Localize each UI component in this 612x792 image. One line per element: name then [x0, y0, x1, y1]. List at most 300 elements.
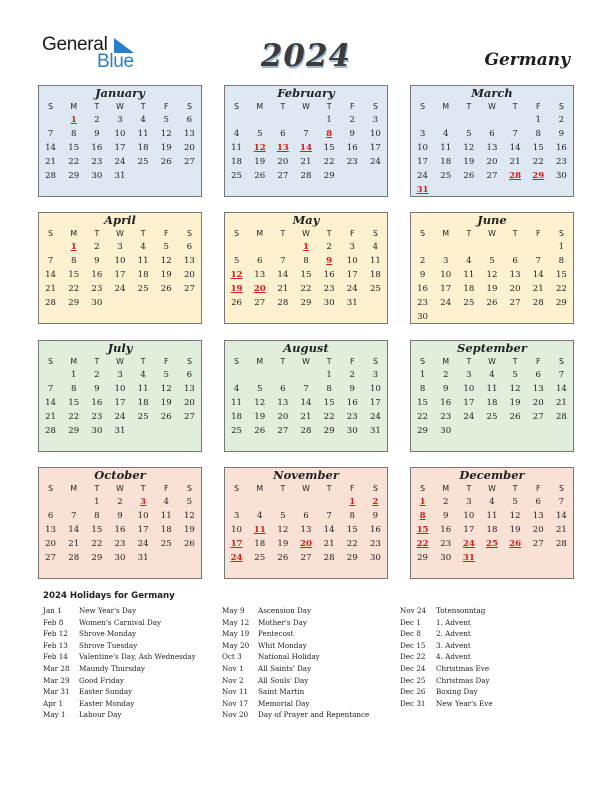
day-cell: 18 [160, 525, 172, 535]
day-cell: 27 [254, 298, 266, 308]
week-row [39, 382, 201, 396]
day-cell: 20 [183, 143, 195, 153]
empty-day-cell [248, 368, 271, 382]
day-cell: 30 [417, 312, 429, 322]
holiday-name: Memorial Day [258, 698, 310, 708]
week-row [39, 240, 201, 254]
day-cell: 5 [512, 497, 518, 507]
week-row [39, 368, 201, 382]
holiday-name: 4. Advent [436, 652, 471, 662]
day-cell: 6 [280, 384, 286, 394]
holiday-date: Jan 1 [43, 606, 62, 615]
day-cell: 22 [555, 284, 567, 294]
day-cell: 20 [277, 412, 289, 422]
week-row [39, 410, 201, 424]
weekday-label: T [140, 484, 146, 493]
empty-day-cell [364, 296, 387, 310]
day-cell: 25 [137, 412, 149, 422]
day-cell: 5 [186, 497, 193, 507]
day-cell: 29 [346, 553, 358, 563]
day-cell: 11 [137, 256, 149, 266]
empty-day-cell [504, 551, 527, 565]
week-row [411, 310, 573, 324]
day-cell: 27 [486, 171, 498, 181]
day-cell: 15 [68, 270, 80, 280]
day-cell: 18 [137, 270, 149, 280]
week-row [225, 169, 387, 183]
holiday-date: Dec 24 [400, 663, 426, 673]
day-cell: 4 [489, 497, 495, 507]
weekday-label: S [234, 484, 240, 493]
day-cell: 8 [419, 384, 426, 394]
day-cell: 7 [47, 129, 54, 139]
day-cell: 19 [183, 525, 195, 535]
empty-day-cell [434, 240, 457, 254]
holiday-name: 3. Advent [436, 640, 471, 650]
day-cell: 4 [233, 384, 240, 394]
week-row [39, 169, 201, 183]
day-cell: 30 [91, 171, 103, 181]
week-row [39, 296, 201, 310]
day-cell: 22 [532, 157, 544, 167]
day-cell: 9 [442, 511, 449, 521]
week-row [225, 155, 387, 169]
weekday-label: S [186, 357, 192, 366]
weekday-label: W [116, 102, 124, 111]
day-cell: 5 [256, 384, 263, 394]
week-row [225, 537, 387, 551]
weekday-header [225, 227, 387, 240]
day-cell: 2 [419, 256, 426, 266]
holiday-name: National Holiday [258, 652, 320, 662]
weekday-header [411, 227, 573, 240]
empty-day-cell [411, 240, 434, 254]
day-cell: 18 [440, 157, 452, 167]
day-cell: 17 [346, 270, 358, 280]
weekday-label: M [70, 357, 78, 366]
holiday-name: Shrove Tuesday [79, 640, 138, 650]
weekday-label: F [536, 357, 541, 366]
day-cell: 1 [94, 497, 100, 507]
empty-day-cell [178, 424, 201, 438]
week-row [39, 537, 201, 551]
day-cell: 29 [555, 298, 567, 308]
empty-day-cell [550, 183, 573, 197]
day-cell: 9 [419, 270, 426, 280]
day-cell: 22 [323, 157, 335, 167]
day-cell: 15 [91, 525, 103, 535]
day-cell: 17 [114, 270, 126, 280]
day-cell: 3 [372, 370, 379, 380]
weekday-label: W [302, 484, 310, 493]
weekday-label: M [70, 484, 78, 493]
day-cell: 13 [183, 256, 195, 266]
day-cell: 11 [486, 384, 498, 394]
day-cell: 22 [68, 412, 80, 422]
day-cell: 14 [555, 511, 567, 521]
day-cell: 2 [117, 497, 123, 507]
weekday-label: T [280, 229, 286, 238]
holiday-item [222, 605, 369, 617]
day-cell: 10 [346, 256, 358, 266]
day-cell: 17 [137, 525, 149, 535]
weekday-label: F [350, 229, 355, 238]
week-row [411, 282, 573, 296]
day-cell: 30 [91, 426, 103, 436]
empty-day-cell [480, 551, 503, 565]
week-row [411, 551, 573, 565]
month-name: October [94, 468, 146, 482]
weekday-label: M [442, 357, 450, 366]
day-cell: 27 [509, 298, 521, 308]
weekday-label: W [116, 484, 124, 493]
day-cell: 23 [346, 412, 358, 422]
day-cell: 23 [555, 157, 567, 167]
day-cell: 18 [463, 284, 475, 294]
empty-day-cell [434, 183, 457, 197]
day-cell: 28 [68, 553, 80, 563]
day-cell: 5 [233, 256, 240, 266]
empty-day-cell [341, 169, 364, 183]
day-cell: 2 [94, 115, 100, 125]
day-cell: 20 [486, 157, 498, 167]
day-cell: 26 [160, 284, 172, 294]
holiday-name: Easter Monday [79, 698, 135, 708]
holiday-day-cell: 15 [416, 525, 429, 535]
day-cell: 28 [555, 412, 567, 422]
day-cell: 27 [532, 539, 544, 549]
day-cell: 10 [114, 384, 126, 394]
day-cell: 27 [532, 412, 544, 422]
day-cell: 29 [68, 298, 80, 308]
holiday-name: Ascension Day [258, 606, 312, 615]
weekday-label: T [94, 484, 100, 493]
holiday-name: Christmas Day [436, 675, 490, 685]
day-cell: 21 [323, 539, 335, 549]
weekday-label: S [420, 229, 426, 238]
holiday-day-cell: 25 [486, 539, 498, 549]
empty-day-cell [550, 424, 573, 438]
day-cell: 27 [45, 553, 57, 563]
day-cell: 5 [163, 115, 169, 125]
day-cell: 9 [349, 384, 355, 394]
day-cell: 23 [440, 539, 452, 549]
month-name: August [283, 341, 329, 355]
holiday-day-cell: 20 [253, 284, 266, 294]
day-cell: 20 [45, 539, 57, 549]
day-cell: 12 [463, 143, 475, 153]
day-cell: 8 [70, 129, 77, 139]
weekday-header [411, 355, 573, 368]
day-cell: 21 [45, 157, 57, 167]
day-cell: 4 [442, 129, 449, 139]
day-cell: 8 [535, 129, 541, 139]
day-cell: 10 [114, 129, 126, 139]
day-cell: 30 [440, 426, 452, 436]
weekday-label: F [164, 484, 169, 493]
day-cell: 21 [509, 157, 521, 167]
day-cell: 27 [183, 284, 195, 294]
day-cell: 25 [369, 284, 381, 294]
month-november [224, 467, 388, 579]
day-cell: 26 [509, 412, 521, 422]
day-cell: 23 [369, 539, 381, 549]
empty-day-cell [271, 368, 294, 382]
day-cell: 13 [183, 384, 195, 394]
day-cell: 19 [509, 525, 521, 535]
day-cell: 21 [277, 284, 289, 294]
holiday-name: Valentine's Day, Ash Wednesday [79, 652, 196, 662]
holiday-date: Feb 14 [43, 652, 68, 662]
day-cell: 30 [369, 553, 381, 563]
day-cell: 21 [300, 412, 312, 422]
day-cell: 8 [326, 384, 332, 394]
day-cell: 28 [45, 426, 57, 436]
day-cell: 7 [558, 370, 565, 380]
day-cell: 10 [463, 511, 475, 521]
day-cell: 27 [183, 157, 195, 167]
empty-day-cell [225, 368, 248, 382]
holiday-day-cell: 2 [372, 497, 379, 507]
holiday-day-cell: 26 [509, 539, 522, 549]
day-cell: 11 [486, 511, 498, 521]
day-cell: 16 [440, 525, 452, 535]
holiday-item [222, 663, 369, 675]
empty-day-cell [39, 240, 62, 254]
day-cell: 3 [466, 497, 472, 507]
holiday-date: Dec 25 [400, 675, 426, 685]
day-cell: 19 [509, 398, 521, 408]
weekday-label: M [256, 229, 264, 238]
day-cell: 20 [183, 270, 195, 280]
weekday-label: T [140, 357, 146, 366]
weekday-header [225, 482, 387, 495]
holiday-day-cell: 1 [70, 115, 77, 125]
empty-day-cell [132, 296, 155, 310]
empty-day-cell [527, 240, 550, 254]
day-cell: 16 [346, 143, 358, 153]
weekday-header [39, 482, 201, 495]
day-cell: 7 [303, 384, 309, 394]
week-row [225, 268, 387, 282]
day-cell: 14 [509, 143, 521, 153]
day-cell: 21 [45, 284, 57, 294]
empty-day-cell [132, 169, 155, 183]
day-cell: 10 [369, 384, 381, 394]
empty-day-cell [550, 551, 573, 565]
day-cell: 23 [91, 157, 103, 167]
holiday-date: Feb 8 [43, 617, 64, 627]
empty-day-cell [62, 495, 85, 509]
day-cell: 7 [70, 511, 77, 521]
day-cell: 7 [47, 256, 54, 266]
empty-day-cell [155, 296, 178, 310]
day-cell: 6 [512, 256, 518, 266]
empty-day-cell [504, 113, 527, 127]
empty-day-cell [271, 113, 294, 127]
day-cell: 30 [346, 426, 358, 436]
day-cell: 14 [68, 525, 80, 535]
day-cell: 7 [326, 511, 332, 521]
day-cell: 19 [463, 157, 475, 167]
day-cell: 8 [94, 511, 100, 521]
day-cell: 3 [117, 370, 123, 380]
empty-day-cell [248, 240, 271, 254]
day-cell: 3 [233, 511, 240, 521]
day-cell: 17 [114, 398, 126, 408]
day-cell: 15 [68, 143, 80, 153]
empty-day-cell [155, 551, 178, 565]
week-row [411, 537, 573, 551]
holiday-name: Pentecost [258, 629, 294, 639]
weekday-header [39, 227, 201, 240]
holiday-item [43, 628, 196, 640]
week-row [411, 254, 573, 268]
week-row [411, 113, 573, 127]
holiday-date: Nov 17 [222, 698, 249, 708]
day-cell: 22 [91, 539, 103, 549]
day-cell: 20 [277, 157, 289, 167]
weekday-label: T [280, 102, 286, 111]
holiday-day-cell: 8 [326, 129, 333, 139]
day-cell: 23 [114, 539, 126, 549]
weekday-label: W [116, 229, 124, 238]
empty-day-cell [527, 310, 550, 324]
day-cell: 6 [256, 256, 263, 266]
logo-triangle-icon [114, 38, 134, 53]
week-row [411, 183, 573, 197]
week-row [411, 382, 573, 396]
day-cell: 12 [183, 511, 195, 521]
day-cell: 16 [91, 143, 103, 153]
holiday-name: Boxing Day [436, 687, 478, 697]
day-cell: 21 [555, 525, 567, 535]
day-cell: 26 [254, 426, 266, 436]
empty-day-cell [480, 240, 503, 254]
day-cell: 2 [558, 115, 565, 125]
day-cell: 9 [558, 129, 565, 139]
day-cell: 3 [117, 242, 123, 252]
week-row [411, 169, 573, 183]
holiday-name: Maundy Thursday [79, 663, 145, 673]
day-cell: 13 [45, 525, 57, 535]
day-cell: 30 [555, 171, 567, 181]
holiday-day-cell: 20 [300, 539, 312, 549]
weekday-label: S [234, 357, 240, 366]
day-cell: 17 [114, 143, 126, 153]
day-cell: 2 [349, 115, 355, 125]
month-name: September [457, 341, 527, 355]
day-cell: 6 [489, 129, 495, 139]
week-row [225, 396, 387, 410]
day-cell: 4 [256, 511, 263, 521]
week-row [225, 410, 387, 424]
day-cell: 7 [280, 256, 286, 266]
holiday-day-cell: 29 [532, 171, 545, 181]
week-row [39, 155, 201, 169]
day-cell: 11 [440, 143, 452, 153]
month-september [410, 340, 574, 452]
week-row [411, 127, 573, 141]
day-cell: 4 [140, 370, 146, 380]
holiday-day-cell: 24 [462, 539, 475, 549]
empty-day-cell [480, 113, 503, 127]
day-cell: 19 [254, 412, 266, 422]
holiday-item [43, 709, 196, 721]
week-row [411, 509, 573, 523]
day-cell: 2 [94, 370, 100, 380]
holiday-day-cell: 11 [253, 525, 266, 535]
day-cell: 23 [346, 157, 358, 167]
day-cell: 19 [160, 398, 172, 408]
holiday-item [400, 628, 493, 640]
weekday-label: W [302, 229, 310, 238]
day-cell: 7 [535, 256, 541, 266]
day-cell: 16 [323, 270, 335, 280]
day-cell: 29 [91, 553, 103, 563]
day-cell: 26 [463, 171, 475, 181]
holiday-date: Feb 12 [43, 629, 68, 639]
day-cell: 9 [94, 256, 100, 266]
weekday-label: F [164, 357, 169, 366]
day-cell: 24 [114, 157, 126, 167]
day-cell: 17 [369, 143, 381, 153]
day-cell: 18 [231, 412, 243, 422]
day-cell: 21 [68, 539, 80, 549]
week-row [39, 551, 201, 565]
day-cell: 11 [160, 511, 172, 521]
holiday-day-cell: 8 [419, 511, 426, 521]
month-february [224, 85, 388, 197]
day-cell: 29 [323, 171, 335, 181]
empty-day-cell [39, 368, 62, 382]
weekday-label: T [326, 229, 332, 238]
holiday-day-cell: 31 [462, 553, 475, 563]
weekday-label: T [512, 229, 518, 238]
weekday-label: F [536, 484, 541, 493]
day-cell: 6 [186, 115, 193, 125]
holiday-item [43, 663, 196, 675]
day-cell: 13 [532, 384, 544, 394]
weekday-label: W [302, 357, 310, 366]
week-row [225, 296, 387, 310]
weekday-header [411, 482, 573, 495]
weekday-label: T [280, 357, 286, 366]
day-cell: 22 [346, 539, 358, 549]
empty-day-cell [434, 310, 457, 324]
day-cell: 20 [509, 284, 521, 294]
day-cell: 2 [326, 242, 332, 252]
month-july [38, 340, 202, 452]
weekday-label: T [94, 102, 100, 111]
holiday-name: Women's Carnival Day [79, 617, 162, 627]
day-cell: 17 [463, 525, 475, 535]
day-cell: 23 [91, 412, 103, 422]
empty-day-cell [271, 495, 294, 509]
empty-day-cell [457, 113, 480, 127]
day-cell: 17 [417, 157, 429, 167]
weekday-label: F [164, 229, 169, 238]
weekday-label: T [140, 102, 146, 111]
weekday-header [39, 100, 201, 113]
empty-day-cell [225, 495, 248, 509]
weekday-label: S [48, 484, 54, 493]
day-cell: 25 [463, 298, 475, 308]
day-cell: 29 [68, 426, 80, 436]
day-cell: 16 [440, 398, 452, 408]
day-cell: 26 [486, 298, 498, 308]
day-cell: 8 [558, 256, 565, 266]
